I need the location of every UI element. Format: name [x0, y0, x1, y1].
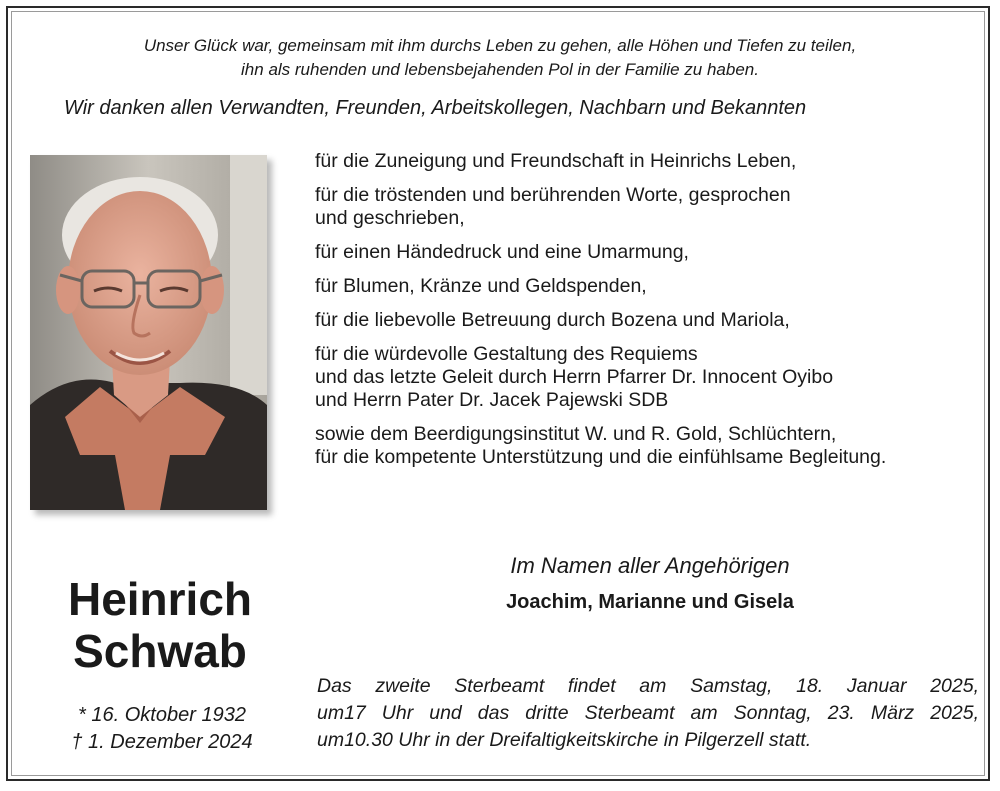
list-item: [315, 423, 886, 469]
notice-line-3: um10.30 Uhr in der Dreifaltigkeitskirche in Pilgerzell statt.: [317, 729, 812, 751]
service-notice: [317, 673, 979, 754]
signoff-names: Joachim, Marianne und Gisela: [506, 591, 794, 613]
portrait-photo: [30, 155, 267, 510]
list-item-line: für die würdevolle Gestaltung des Requiems: [315, 343, 698, 365]
list-item-line: und das letzte Geleit durch Herrn Pfarrer Dr. Innocent Oyibo: [315, 366, 834, 388]
list-item: [315, 343, 886, 412]
list-item-line: für die liebevolle Betreuung durch Bozena und Mariola,: [315, 309, 790, 331]
intro-line-1: Unser Glück war, gemeinsam mit ihm durchs Leben zu gehen, alle Höhen und Tiefen zu teilen,: [143, 36, 857, 55]
list-item: [315, 150, 886, 173]
list-item: [315, 309, 886, 332]
deceased-name: [20, 573, 300, 677]
list-item-line: für die tröstenden und berührenden Worte, gesprochen: [315, 184, 791, 206]
list-item: [315, 184, 886, 230]
list-item-line: und Herrn Pater Dr. Jacek Pajewski SDB: [315, 389, 669, 411]
first-name: Heinrich: [67, 573, 253, 625]
last-name: Schwab: [73, 625, 247, 677]
death-date: † 1. Dezember 2024: [71, 731, 253, 753]
notice-line-2: um17 Uhr und das dritte Sterbeamt am Sonntag, 23. März 2025,: [317, 702, 979, 724]
birth-date: * 16. Oktober 1932: [78, 704, 246, 726]
list-item-line: und geschrieben,: [315, 207, 465, 229]
notice-line-1: Das zweite Sterbeamt findet am Samstag, 18. Januar 2025,: [317, 675, 979, 697]
thanks-heading: Wir danken allen Verwandten, Freunden, Arbeitskollegen, Nachbarn und Bekannten: [64, 97, 807, 119]
portrait-illustration: [30, 155, 267, 510]
list-item: [315, 275, 886, 298]
list-item-line: für die Zuneigung und Freundschaft in Heinrichs Leben,: [315, 150, 797, 172]
intro-line-2: ihn als ruhenden und lebensbejahenden Pol in der Familie zu haben.: [241, 60, 759, 79]
list-item-line: für einen Händedruck und eine Umarmung,: [315, 241, 689, 263]
life-dates: [30, 702, 294, 756]
intro-text: [0, 34, 1000, 82]
signoff-lead: Im Namen aller Angehörigen: [510, 553, 790, 578]
list-item-line: für Blumen, Kränze und Geldspenden,: [315, 275, 647, 297]
thanks-list: [315, 150, 886, 480]
list-item-line: sowie dem Beerdigungsinstitut W. und R. Gold, Schlüchtern,: [315, 423, 837, 445]
list-item: [315, 241, 886, 264]
list-item-line: für die kompetente Unterstützung und die einfühlsame Begleitung.: [315, 446, 887, 468]
